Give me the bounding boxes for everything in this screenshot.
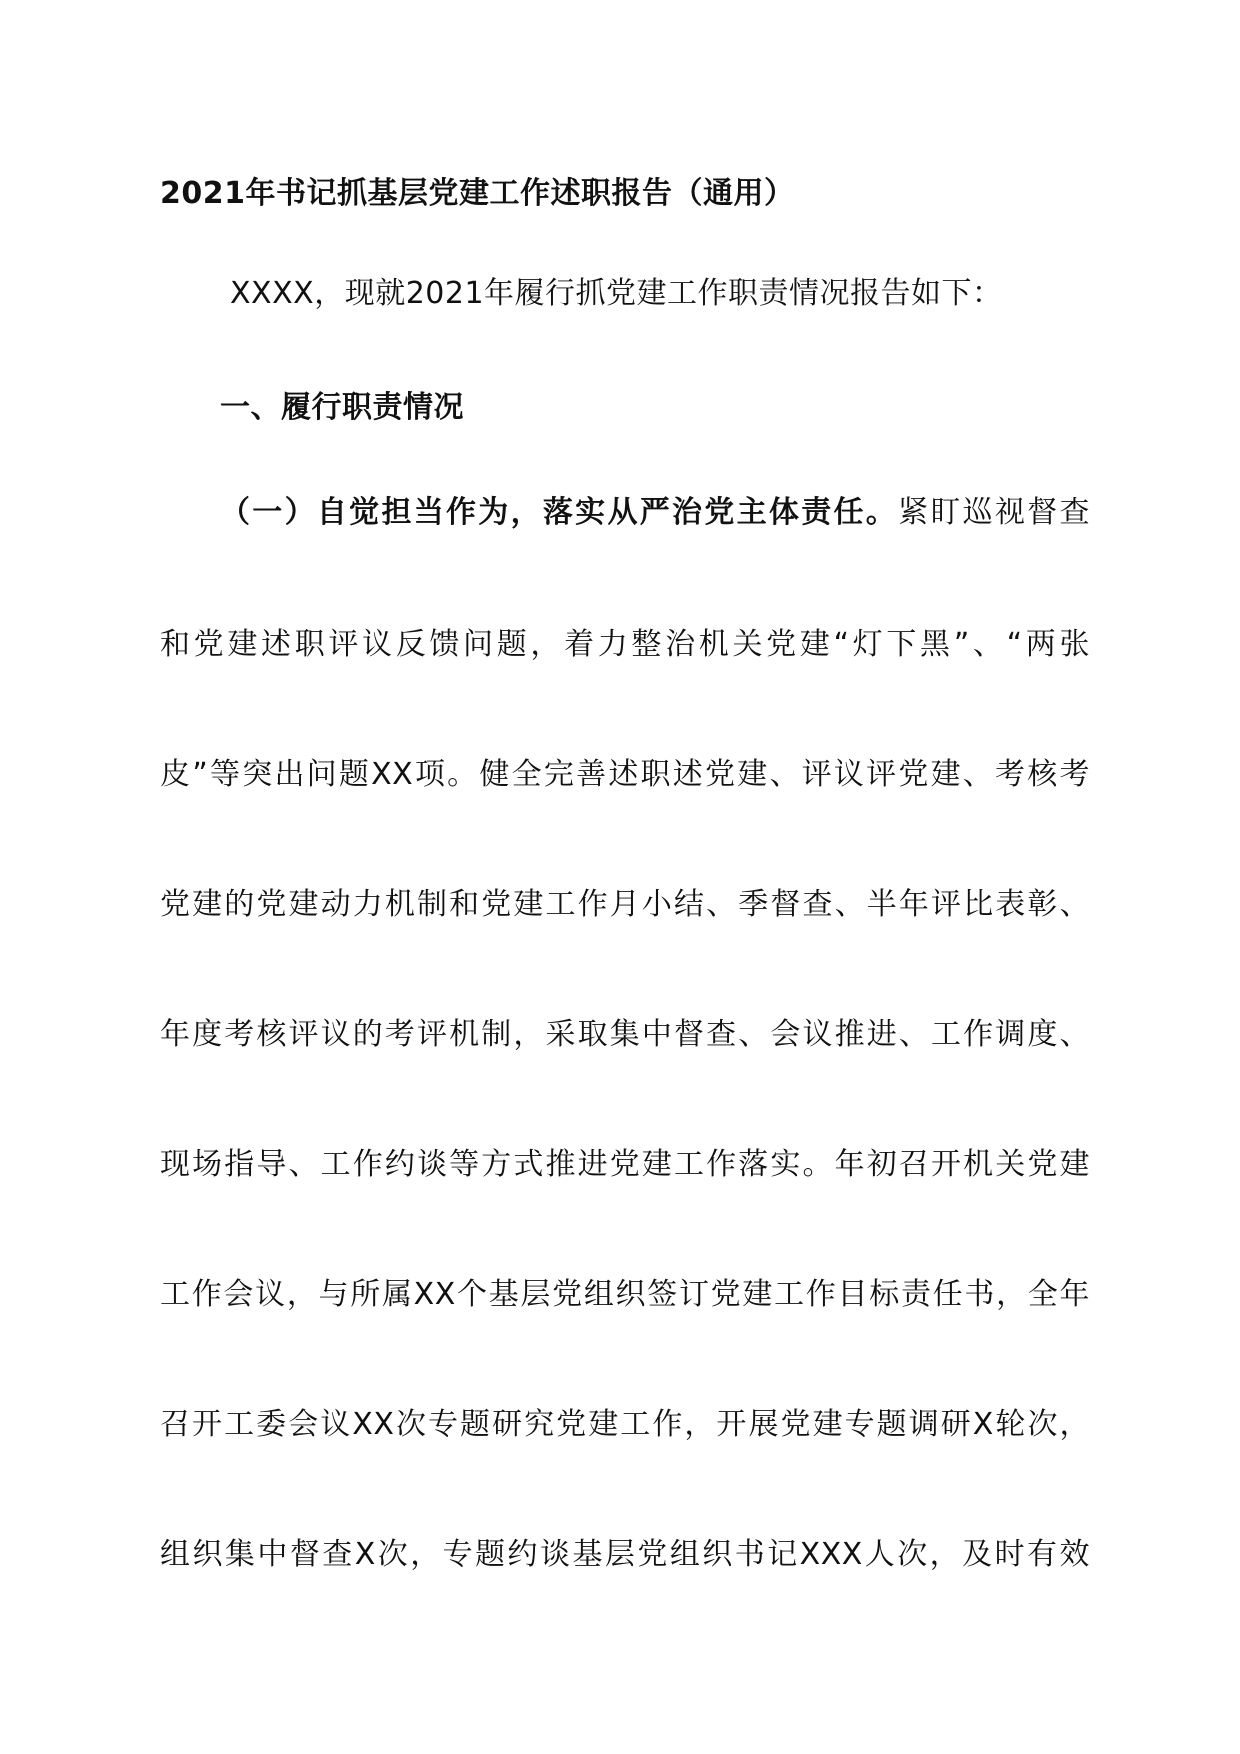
paragraph-line-9: 组织集中督查X次，专题约谈基层党组织书记XXX人次，及时有效 [160,1537,1090,1572]
paragraph-line-7: 工作会议，与所属XX个基层党组织签订党建工作目标责任书，全年 [160,1277,1090,1312]
section-heading: 一、履行职责情况 [220,390,464,425]
paragraph-line-3: 皮”等突出问题XX项。健全完善述职述党建、评议评党建、考核考 [160,757,1090,792]
paragraph-line-1-text: 紧盯巡视督查 [898,495,1090,530]
paragraph-line-4: 党建的党建动力机制和党建工作月小结、季督查、半年评比表彰、 [160,887,1090,922]
paragraph-line-1 [160,491,1090,535]
document-title: 2021年书记抓基层党建工作述职报告（通用） [160,176,795,211]
subheading: （一）自觉担当作为，落实从严治党主体责任。 [220,495,899,530]
intro-paragraph: XXXX，现就2021年履行抓党建工作职责情况报告如下： [230,276,1003,311]
paragraph-line-5: 年度考核评议的考评机制，采取集中督查、会议推进、工作调度、 [160,1017,1090,1052]
paragraph-line-2: 和党建述职评议反馈问题，着力整治机关党建“灯下黑”、“两张 [160,627,1090,662]
paragraph-line-6: 现场指导、工作约谈等方式推进党建工作落实。年初召开机关党建 [160,1147,1090,1182]
paragraph-line-8: 召开工委会议XX次专题研究党建工作，开展党建专题调研X轮次， [160,1407,1090,1442]
